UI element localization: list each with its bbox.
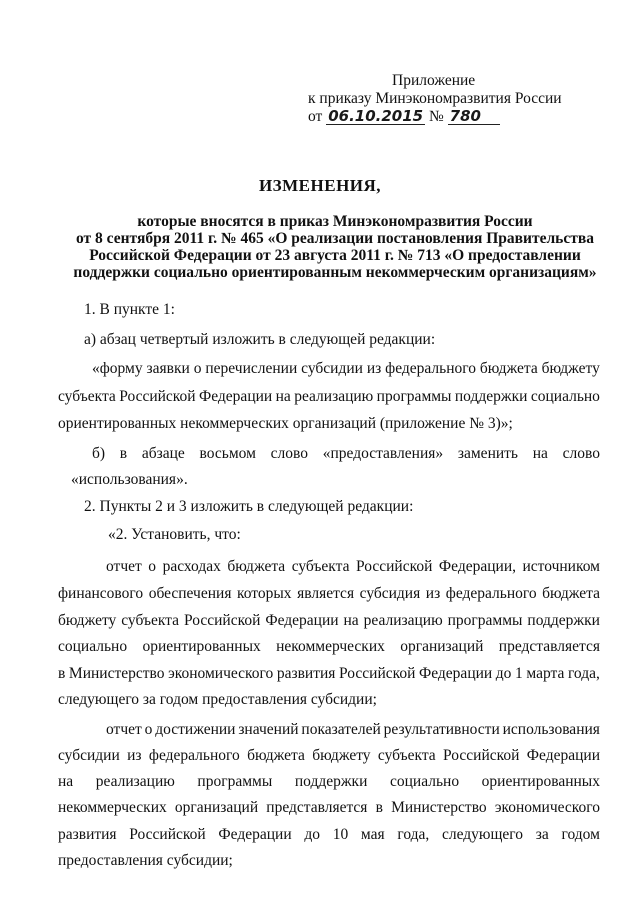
document-subtitle bbox=[70, 213, 600, 281]
word: реализацию bbox=[363, 612, 443, 629]
paragraph-7-line-5 bbox=[58, 660, 600, 687]
word: является bbox=[297, 585, 355, 602]
word: «предоставления» bbox=[322, 445, 444, 462]
word: Федерации, bbox=[438, 558, 516, 575]
word: в bbox=[119, 445, 128, 462]
date-prefix: от bbox=[308, 108, 323, 125]
word: на bbox=[275, 388, 291, 405]
subtitle-line: поддержки социально ориентированным некоммерческим организациям» bbox=[73, 264, 597, 281]
paragraph-2: а) абзац четвертый изложить в следующей редакции: bbox=[84, 331, 436, 348]
word: субъекта bbox=[377, 747, 436, 764]
word: перечислении bbox=[205, 360, 298, 377]
word: Российской bbox=[129, 826, 206, 843]
word: бюджета bbox=[479, 360, 538, 377]
paragraph-3-line-2 bbox=[58, 383, 600, 410]
word: бюджету bbox=[541, 360, 600, 377]
word: марта bbox=[526, 665, 565, 682]
word: Российской bbox=[339, 665, 416, 682]
word: слово bbox=[270, 445, 308, 462]
word: до bbox=[495, 665, 512, 682]
word: годом bbox=[561, 826, 600, 843]
word: из bbox=[425, 585, 441, 602]
word: Федерации bbox=[526, 747, 600, 764]
paragraph-7-line-4 bbox=[58, 633, 600, 660]
paragraph-8-line-1 bbox=[106, 716, 600, 743]
handwritten-date: 06.10.2015 bbox=[328, 107, 424, 125]
word: Министерство bbox=[68, 665, 165, 682]
word: года, bbox=[567, 665, 600, 682]
word: программы bbox=[447, 612, 523, 629]
word: субъекта bbox=[58, 388, 116, 405]
word: некоммерческих bbox=[58, 799, 167, 816]
paragraph-8-line-3 bbox=[58, 768, 600, 795]
word: источником bbox=[522, 558, 600, 575]
word: поддержки bbox=[294, 773, 368, 790]
paragraph-8-line-2 bbox=[58, 742, 600, 769]
word: бюджету bbox=[312, 747, 371, 764]
word: некоммерческих bbox=[276, 638, 385, 655]
word: поддержки bbox=[527, 612, 600, 629]
word: бюджета bbox=[542, 585, 600, 602]
word: из bbox=[127, 747, 142, 764]
word: реализацию bbox=[294, 388, 374, 405]
word: Министерство bbox=[391, 799, 487, 816]
word: социально bbox=[389, 773, 460, 790]
word: мая bbox=[360, 826, 385, 843]
word: заменить bbox=[457, 445, 518, 462]
appendix-label: Приложение bbox=[392, 72, 476, 89]
word: о bbox=[148, 558, 157, 575]
word: Российской bbox=[183, 612, 261, 629]
word: которых bbox=[237, 585, 292, 602]
paragraph-8-line-4 bbox=[58, 794, 600, 821]
word: организаций bbox=[174, 799, 259, 816]
word: финансового bbox=[58, 585, 144, 602]
word: программы bbox=[376, 388, 452, 405]
word: результативности bbox=[383, 721, 500, 738]
word: развития bbox=[276, 665, 336, 682]
paragraph-4-line-1 bbox=[92, 440, 600, 467]
subtitle-line: Российской Федерации от 23 августа 2011 г. № 713 «О предоставлении bbox=[89, 247, 581, 264]
order-reference: к приказу Минэкономразвития России bbox=[308, 90, 562, 107]
word: отчет bbox=[106, 558, 142, 575]
word: субсидии bbox=[58, 747, 120, 764]
paragraph-3-line-3: ориентированных некоммерческих организаций (приложение № 3)»; bbox=[58, 415, 513, 432]
word: бюджета bbox=[247, 747, 305, 764]
word: использования bbox=[502, 721, 600, 738]
word: экономического bbox=[168, 665, 274, 682]
word: значений bbox=[238, 721, 299, 738]
paragraph-7-line-6: следующего за годом предоставления субсидии; bbox=[58, 691, 377, 708]
paragraph-5: 2. Пункты 2 и 3 изложить в следующей редакции: bbox=[84, 498, 414, 515]
word: социально bbox=[530, 388, 600, 405]
word: социально bbox=[58, 638, 128, 655]
order-date-number bbox=[308, 108, 598, 126]
word: б) bbox=[92, 445, 106, 462]
word: представляется bbox=[266, 799, 368, 816]
word: ориентированных bbox=[481, 773, 600, 790]
word: Федерации bbox=[218, 826, 292, 843]
subtitle-line: от 8 сентября 2011 г. № 465 «О реализации постановления Правительства bbox=[76, 230, 594, 247]
word: следующего bbox=[441, 826, 524, 843]
word: до bbox=[304, 826, 320, 843]
word: Федерации bbox=[419, 665, 493, 682]
word: о bbox=[193, 360, 202, 377]
word: экономического bbox=[494, 799, 600, 816]
paragraph-7-line-3 bbox=[58, 607, 600, 634]
word: за bbox=[535, 826, 549, 843]
word: программы bbox=[197, 773, 273, 790]
word: в bbox=[375, 799, 383, 816]
word: из bbox=[366, 360, 382, 377]
word: о bbox=[144, 721, 153, 738]
word: ориентированных bbox=[142, 638, 261, 655]
word: слово bbox=[562, 445, 600, 462]
subtitle-line: которые вносятся в приказ Минэкономразвития России bbox=[137, 213, 533, 230]
word: субсидия bbox=[359, 585, 421, 602]
word: абзаце bbox=[141, 445, 185, 462]
word: на bbox=[58, 773, 74, 790]
paragraph-8-line-6: предоставления субсидии; bbox=[58, 852, 233, 869]
word: развития bbox=[58, 826, 117, 843]
word: восьмом bbox=[199, 445, 256, 462]
paragraph-6: «2. Установить, что: bbox=[108, 526, 241, 543]
word: федерального bbox=[148, 747, 240, 764]
word: в bbox=[58, 665, 66, 682]
word: 10 bbox=[332, 826, 349, 843]
paragraph-8-line-5 bbox=[58, 821, 600, 848]
paragraph-7-line-2 bbox=[58, 580, 600, 607]
paragraph-3-line-1 bbox=[92, 355, 600, 382]
word: представляется bbox=[498, 638, 600, 655]
word: субсидии bbox=[301, 360, 363, 377]
word: Федерации bbox=[265, 612, 339, 629]
paragraph-4-line-2: «использования». bbox=[71, 471, 188, 488]
word: Российской bbox=[443, 747, 520, 764]
word: Российской bbox=[119, 388, 196, 405]
word: достижении bbox=[155, 721, 236, 738]
word: Российской bbox=[356, 558, 433, 575]
paragraph-7-line-1 bbox=[106, 553, 600, 580]
word: организаций bbox=[400, 638, 484, 655]
word: субъекта bbox=[291, 558, 350, 575]
word: на bbox=[532, 445, 548, 462]
appendix-header bbox=[308, 72, 598, 126]
word: на bbox=[343, 612, 359, 629]
word: показателей bbox=[301, 721, 381, 738]
word: расходах bbox=[162, 558, 221, 575]
paragraph-1: 1. В пункте 1: bbox=[84, 301, 175, 318]
word: бюджету bbox=[58, 612, 117, 629]
word: «форму bbox=[92, 360, 143, 377]
document-title: ИЗМЕНЕНИЯ, bbox=[258, 176, 382, 195]
word: отчет bbox=[106, 721, 142, 738]
word: поддержки bbox=[454, 388, 528, 405]
word: 1 bbox=[515, 665, 523, 682]
word: бюджета bbox=[227, 558, 286, 575]
handwritten-number: 780 bbox=[448, 109, 500, 125]
word: заявки bbox=[146, 360, 190, 377]
word: федерального bbox=[445, 585, 537, 602]
word: реализацию bbox=[95, 773, 175, 790]
word: года, bbox=[397, 826, 430, 843]
word: Федерации bbox=[199, 388, 273, 405]
word: субъекта bbox=[121, 612, 180, 629]
word: обеспечения bbox=[148, 585, 232, 602]
word: федерального bbox=[385, 360, 476, 377]
number-prefix: № bbox=[428, 108, 444, 125]
